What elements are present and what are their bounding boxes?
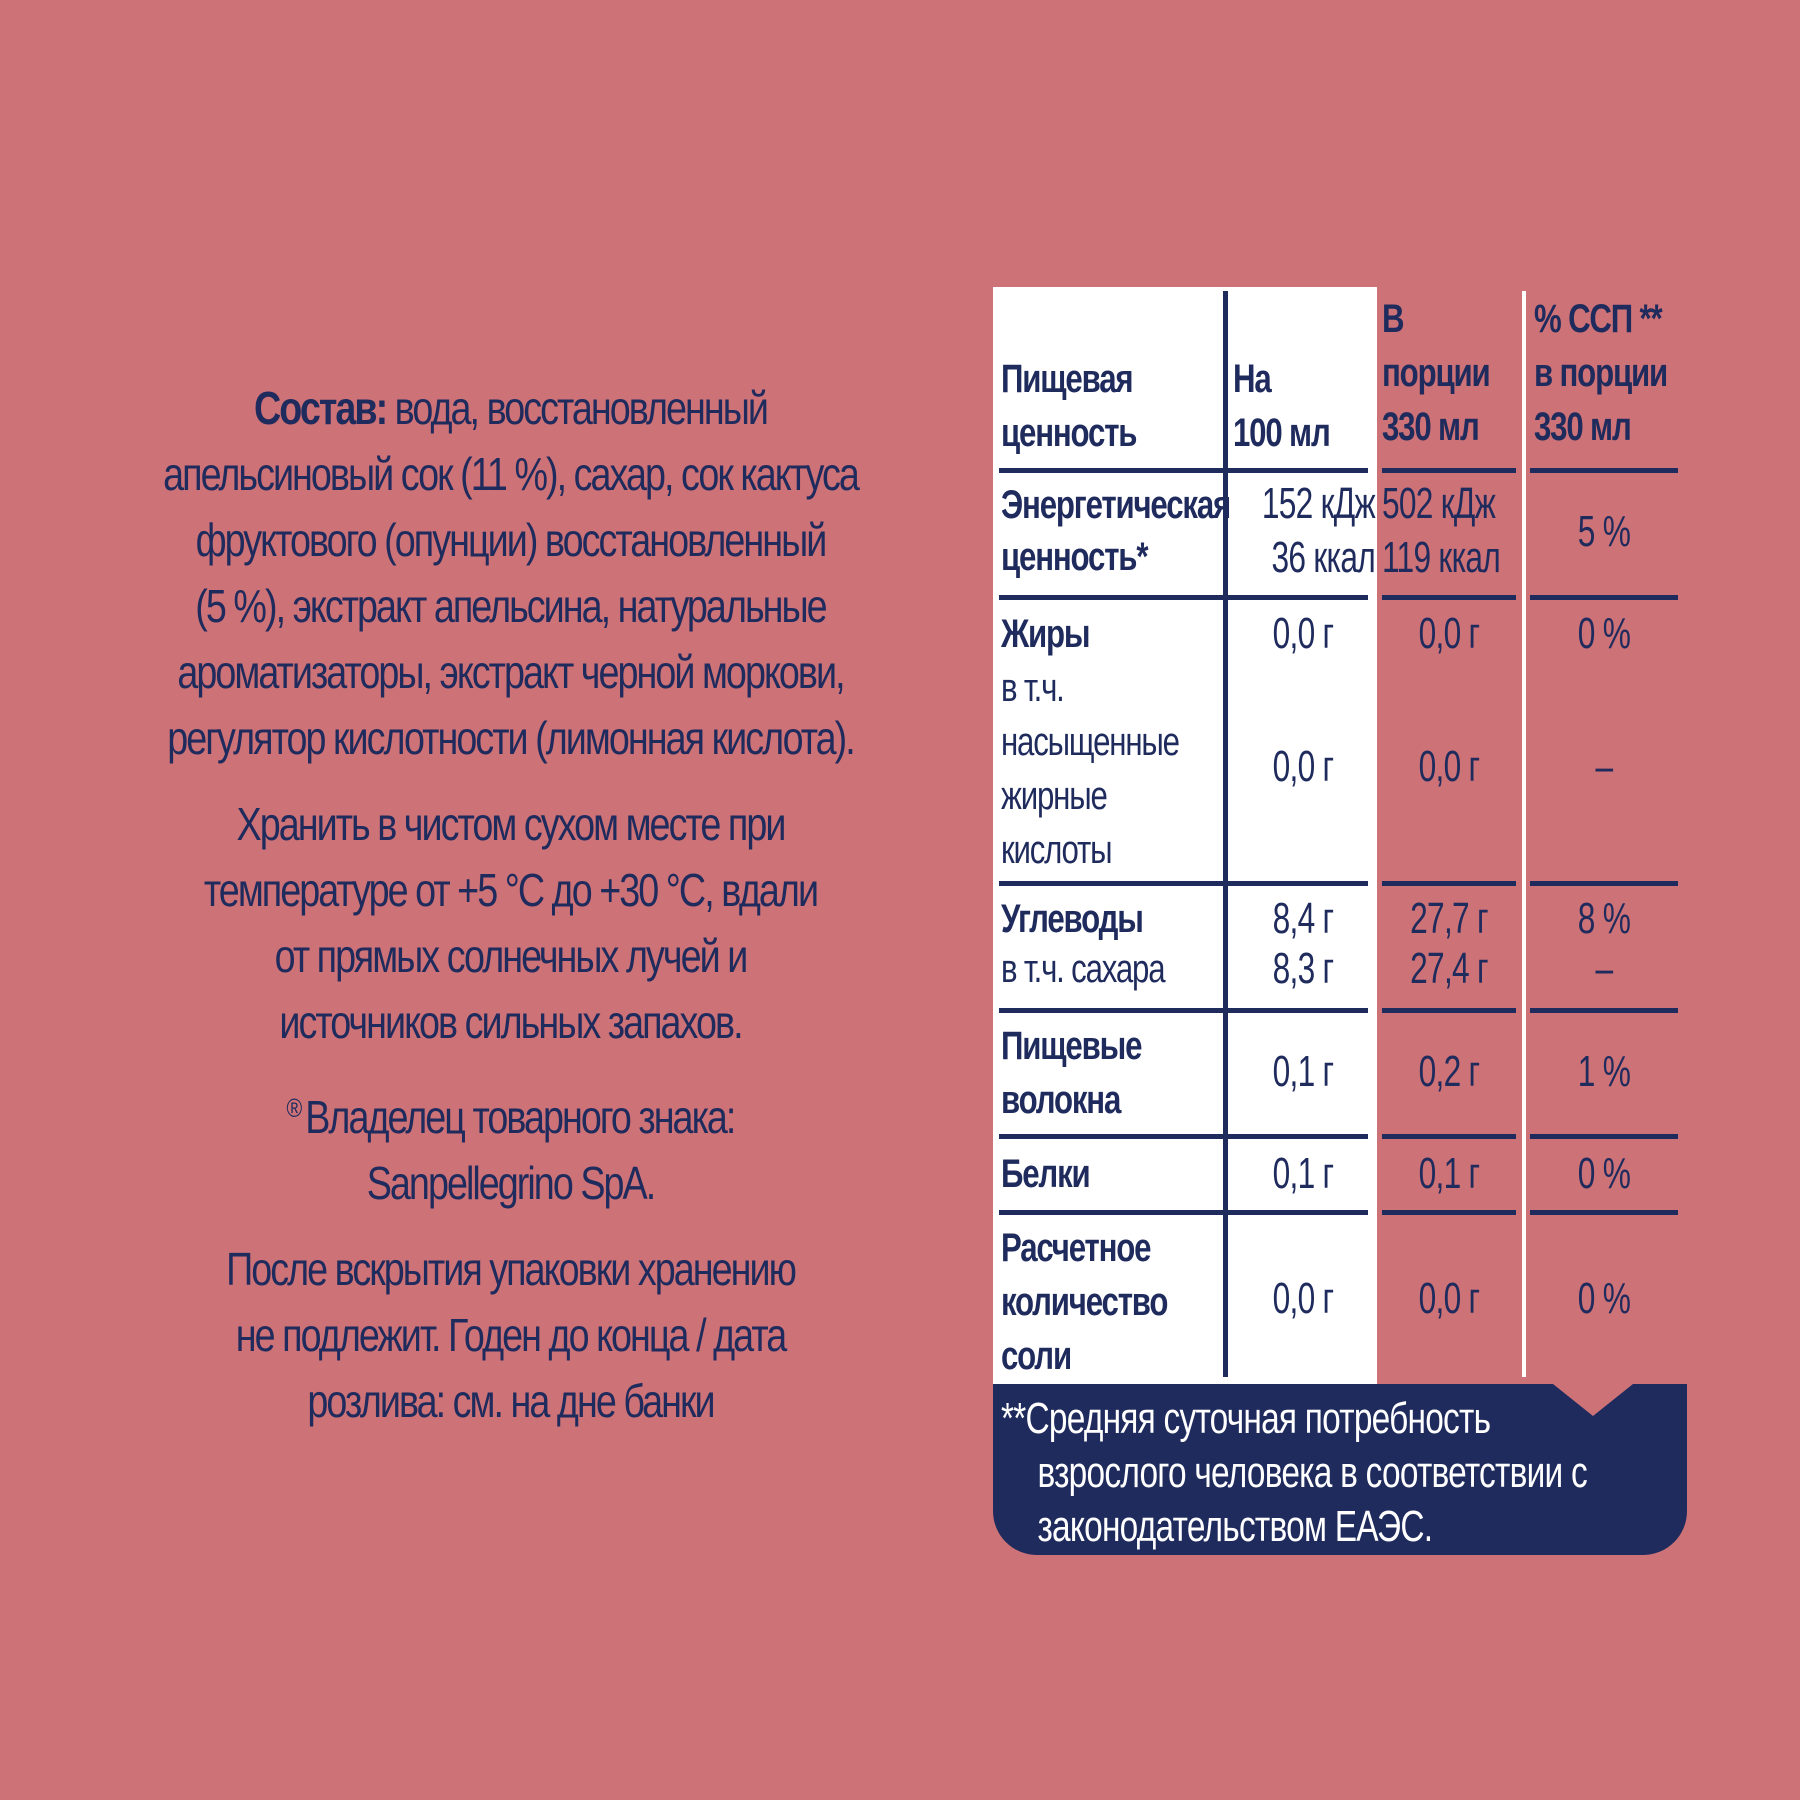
carbs-pct: 8 % (1577, 894, 1631, 943)
footnote-line: взрослого человека в соответствии с (1037, 1448, 1587, 1497)
row-divider (999, 881, 1368, 886)
protein-per100: 0,1 г (1272, 1149, 1334, 1198)
after-opening-paragraph (71, 1236, 951, 1434)
storage-line: температуре от +5 °С до +30 °С, вдали (203, 864, 818, 916)
composition-line: (5 %), экстракт апельсина, натуральные (195, 580, 826, 632)
composition-label: Состав: (253, 382, 387, 434)
energy-portion: 502 кДж 119 ккал (1382, 479, 1501, 582)
row-divider (999, 468, 1368, 473)
info-text-block (70, 375, 950, 1454)
fiber-per100: 0,1 г (1272, 1047, 1334, 1096)
composition-line: вода, восстановленный (386, 382, 768, 434)
storage-line: Хранить в чистом сухом месте при (236, 798, 785, 850)
row-divider (999, 1008, 1368, 1013)
row-divider (1382, 1008, 1516, 1013)
after-opening-line: розлива: см. на дне банки (307, 1375, 714, 1427)
fiber-portion: 0,2 г (1418, 1047, 1480, 1096)
composition-line: фруктового (опунции) восстановленный (195, 514, 826, 566)
row-divider (999, 1134, 1368, 1139)
storage-paragraph (71, 791, 951, 1055)
row-divider (1530, 1134, 1678, 1139)
fat-label: Жиры (1001, 612, 1090, 656)
footnote-line: законодательством ЕАЭС. (1037, 1502, 1433, 1551)
after-opening-line: После вскрытия упаковки хранению (226, 1243, 795, 1295)
carbs-per100: 8,4 г (1272, 894, 1334, 943)
header-nutrition-value: Пищевая ценность (1001, 357, 1137, 455)
after-opening-line: не подлежит. Годен до конца / дата (235, 1309, 786, 1361)
fiber-label: Пищевые волокна (1001, 1024, 1142, 1122)
sugars-pct: – (1595, 944, 1613, 993)
saturated-fat-portion: 0,0 г (1418, 742, 1480, 791)
protein-label: Белки (1001, 1152, 1090, 1196)
energy-per100: 152 кДж 36 ккал (1261, 479, 1375, 582)
protein-portion: 0,1 г (1418, 1149, 1480, 1198)
carbs-portion: 27,7 г (1410, 894, 1488, 943)
composition-line: регулятор кислотности (лимонная кислота). (167, 712, 854, 764)
salt-portion: 0,0 г (1418, 1274, 1480, 1323)
composition-paragraph (71, 375, 951, 771)
header-per-portion: В порции 330 мл (1382, 297, 1490, 449)
row-divider (1382, 881, 1516, 886)
fiber-pct: 1 % (1577, 1047, 1631, 1096)
composition-line: ароматизаторы, экстракт черной моркови, (177, 646, 844, 698)
nutrition-table (993, 287, 1693, 1555)
sugars-per100: 8,3 г (1272, 944, 1334, 993)
row-divider (1530, 1210, 1678, 1215)
header-percent-daily: % ССП ** в порции 330 мл (1534, 297, 1667, 449)
carbs-label: Углеводы (1001, 897, 1143, 941)
salt-label: Расчетное количество соли (1001, 1226, 1168, 1378)
salt-per100: 0,0 г (1272, 1274, 1334, 1323)
row-divider (999, 1210, 1368, 1215)
composition-line: апельсиновый сок (11 %), сахар, сок кактуса (163, 448, 858, 500)
trademark-line: Владелец товарного знака: (305, 1091, 735, 1143)
trademark-line: Sanpellegrino SpA. (366, 1157, 655, 1209)
row-divider (1530, 881, 1678, 886)
storage-line: источников сильных запахов. (279, 996, 742, 1048)
salt-pct: 0 % (1577, 1274, 1631, 1323)
row-divider (1382, 468, 1516, 473)
energy-pct: 5 % (1577, 507, 1631, 556)
row-divider (1530, 595, 1678, 600)
header-per-100ml: На 100 мл (1233, 357, 1330, 455)
fat-pct: 0 % (1577, 609, 1631, 658)
row-divider (1382, 1134, 1516, 1139)
saturated-fat-pct: – (1595, 742, 1613, 791)
footnote-line: **Средняя суточная потребность (1001, 1394, 1491, 1443)
row-divider (999, 595, 1368, 600)
trademark-paragraph (71, 1075, 951, 1216)
storage-line: от прямых солнечных лучей и (274, 930, 747, 982)
fat-per100: 0,0 г (1272, 609, 1334, 658)
sugars-portion: 27,4 г (1410, 944, 1488, 993)
column-divider (1522, 291, 1526, 1377)
row-divider (1382, 595, 1516, 600)
footnote-text (1001, 1392, 1594, 1554)
footnote-banner (993, 1384, 1687, 1555)
energy-label: Энергетическая ценность* (1001, 483, 1231, 579)
saturated-fat-per100: 0,0 г (1272, 742, 1334, 791)
row-divider (1382, 1210, 1516, 1215)
registered-trademark-icon: ® (286, 1093, 301, 1123)
saturated-fat-label: в т.ч. насыщенные жирные кислоты (1001, 666, 1179, 872)
sugars-label: в т.ч. сахара (1001, 947, 1165, 991)
fat-portion: 0,0 г (1418, 609, 1480, 658)
row-divider (1530, 1008, 1678, 1013)
row-divider (1530, 468, 1678, 473)
protein-pct: 0 % (1577, 1149, 1631, 1198)
